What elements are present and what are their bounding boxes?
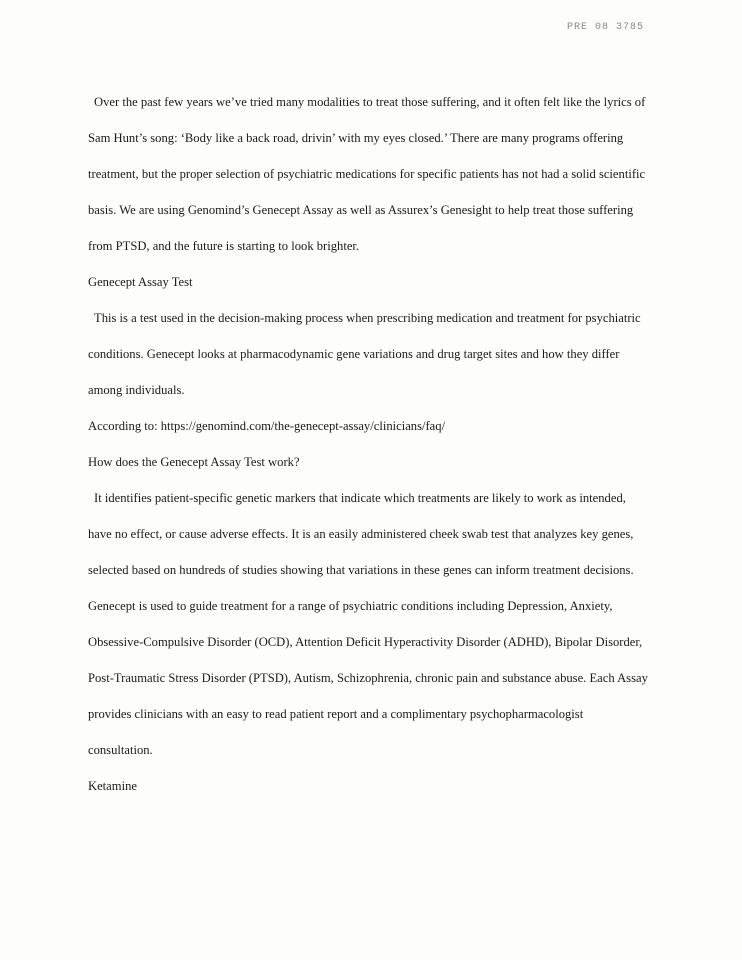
how-it-works-paragraph: It identifies patient-specific genetic markers that indicate which treatments are likely to work as intended, have no effect, or cause adverse effects. It is an easily administered cheek swab test that analyzes key genes, selected based on hundreds of studies showing that variations in these genes can inform treatment decisions. Genecept is used to guide treatment for a range of psychiatric conditions including Depression, Anxiety, Obsessive-Compulsive Disorder (OCD), Attention Deficit Hyperactivity Disorder (ADHD), Bipolar Disorder, Post-Traumatic Stress Disorder (PTSD), Autism, Schizophrenia, chronic pain and substance abuse. Each Assay provides clinicians with an easy to read patient report and a complimentary psychopharmacologist consultation. — [88, 491, 648, 757]
section-heading-ketamine: Ketamine — [88, 779, 137, 793]
source-citation: According to: https://genomind.com/the-genecept-assay/clinicians/faq/ — [88, 419, 446, 433]
page-code: PRE 08 3785 — [566, 22, 644, 33]
section-heading-how-it-works: How does the Genecept Assay Test work? — [88, 455, 300, 469]
intro-paragraph: Over the past few years we’ve tried many modalities to treat those suffering, and it often felt like the lyrics of Sam Hunt’s song: ‘Body like a back road, drivin’ with my eyes closed.’ There are many programs offering treatment, but the proper selection of psychiatric medications for specific patients has not had a solid scientific basis. We are using Genomind’s Genecept Assay as well as Assurex’s Genesight to help treat those suffering from PTSD, and the future is starting to look brighter. — [88, 95, 646, 253]
document-body — [88, 84, 648, 804]
section-heading-genecept-assay-test: Genecept Assay Test — [88, 275, 193, 289]
genecept-description-paragraph: This is a test used in the decision-making process when prescribing medication and treatment for psychiatric conditions. Genecept looks at pharmacodynamic gene variations and drug target sites and how they differ among individuals. — [88, 311, 641, 397]
